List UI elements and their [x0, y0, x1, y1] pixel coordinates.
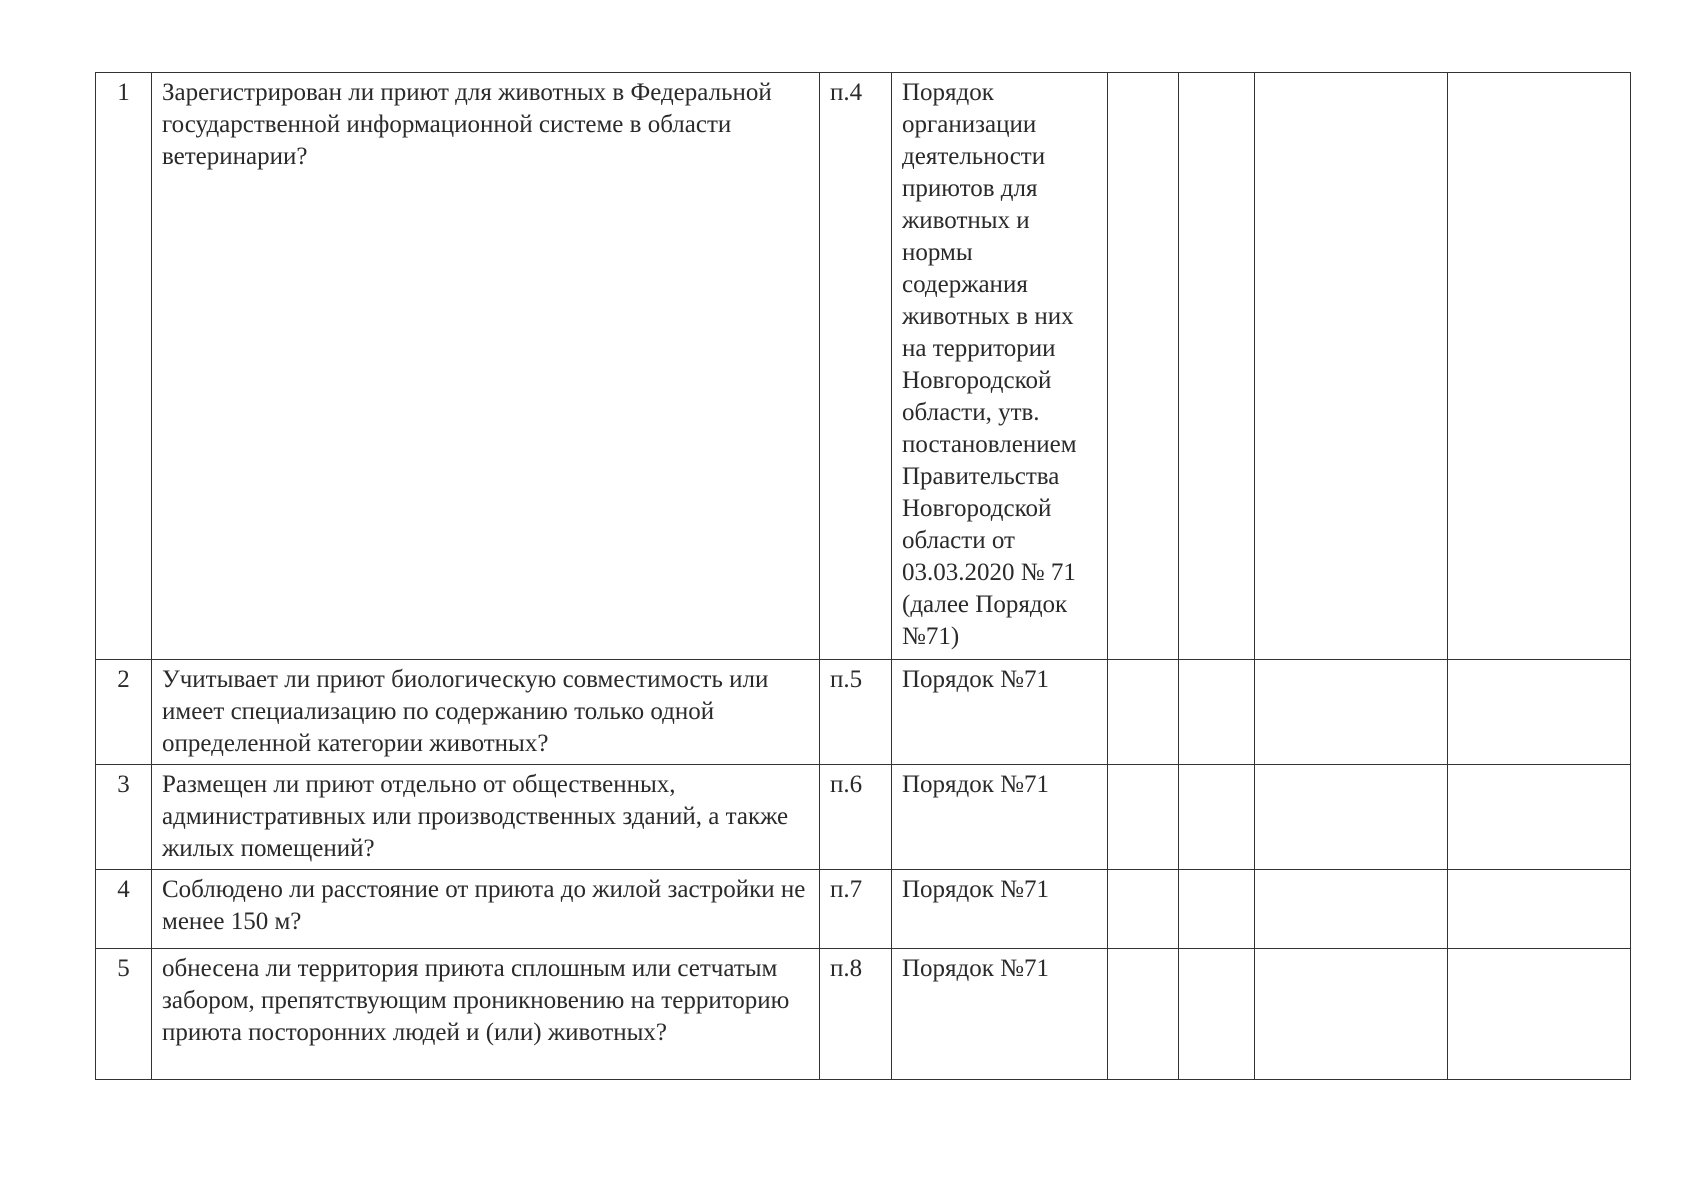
regulation-reference: Порядок №71 — [892, 870, 1108, 949]
regulation-point: п.5 — [820, 660, 892, 765]
question-text: Зарегистрирован ли приют для животных в Федеральной государственной информационной системе в области ветеринарии? — [152, 73, 820, 660]
answer-cell-no — [1179, 765, 1255, 870]
table-row — [96, 949, 1631, 1080]
question-text: Размещен ли приют отдельно от общественных, административных или производственных зданий, а также жилых помещений? — [152, 765, 820, 870]
answer-cell-not-applicable — [1255, 765, 1448, 870]
question-text: Соблюдено ли расстояние от приюта до жилой застройки не менее 150 м? — [152, 870, 820, 949]
answer-cell-yes — [1108, 73, 1179, 660]
answer-cell-no — [1179, 870, 1255, 949]
checklist-table — [95, 72, 1631, 1080]
answer-cell-no — [1179, 949, 1255, 1080]
question-text: обнесена ли территория приюта сплошным или сетчатым забором, препятствующим проникновению на территорию приюта посторонних людей и (или) животных? — [152, 949, 820, 1080]
answer-cell-not-applicable — [1255, 949, 1448, 1080]
answer-cell-yes — [1108, 949, 1179, 1080]
row-number: 3 — [96, 765, 152, 870]
notes-cell — [1448, 949, 1631, 1080]
row-number: 1 — [96, 73, 152, 660]
regulation-point: п.8 — [820, 949, 892, 1080]
regulation-point: п.4 — [820, 73, 892, 660]
regulation-point: п.6 — [820, 765, 892, 870]
question-text: Учитывает ли приют биологическую совместимость или имеет специализацию по содержанию только одной определенной категории животных? — [152, 660, 820, 765]
row-number: 2 — [96, 660, 152, 765]
notes-cell — [1448, 870, 1631, 949]
row-number: 4 — [96, 870, 152, 949]
answer-cell-yes — [1108, 660, 1179, 765]
answer-cell-no — [1179, 660, 1255, 765]
answer-cell-not-applicable — [1255, 870, 1448, 949]
regulation-reference: Порядок №71 — [892, 660, 1108, 765]
notes-cell — [1448, 660, 1631, 765]
answer-cell-not-applicable — [1255, 660, 1448, 765]
regulation-reference: Порядок организации деятельности приютов для животных и нормы содержания животных в них на территории Новгородской области, утв. постановлением Правительства Новгородской области от 03.03.2020 № 71 (далее Порядок №71) — [892, 73, 1108, 660]
regulation-reference: Порядок №71 — [892, 949, 1108, 1080]
notes-cell — [1448, 765, 1631, 870]
regulation-reference: Порядок №71 — [892, 765, 1108, 870]
table-row — [96, 765, 1631, 870]
answer-cell-yes — [1108, 765, 1179, 870]
answer-cell-yes — [1108, 870, 1179, 949]
regulation-point: п.7 — [820, 870, 892, 949]
table-row — [96, 73, 1631, 660]
table-row — [96, 660, 1631, 765]
table-row — [96, 870, 1631, 949]
row-number: 5 — [96, 949, 152, 1080]
answer-cell-not-applicable — [1255, 73, 1448, 660]
answer-cell-no — [1179, 73, 1255, 660]
notes-cell — [1448, 73, 1631, 660]
